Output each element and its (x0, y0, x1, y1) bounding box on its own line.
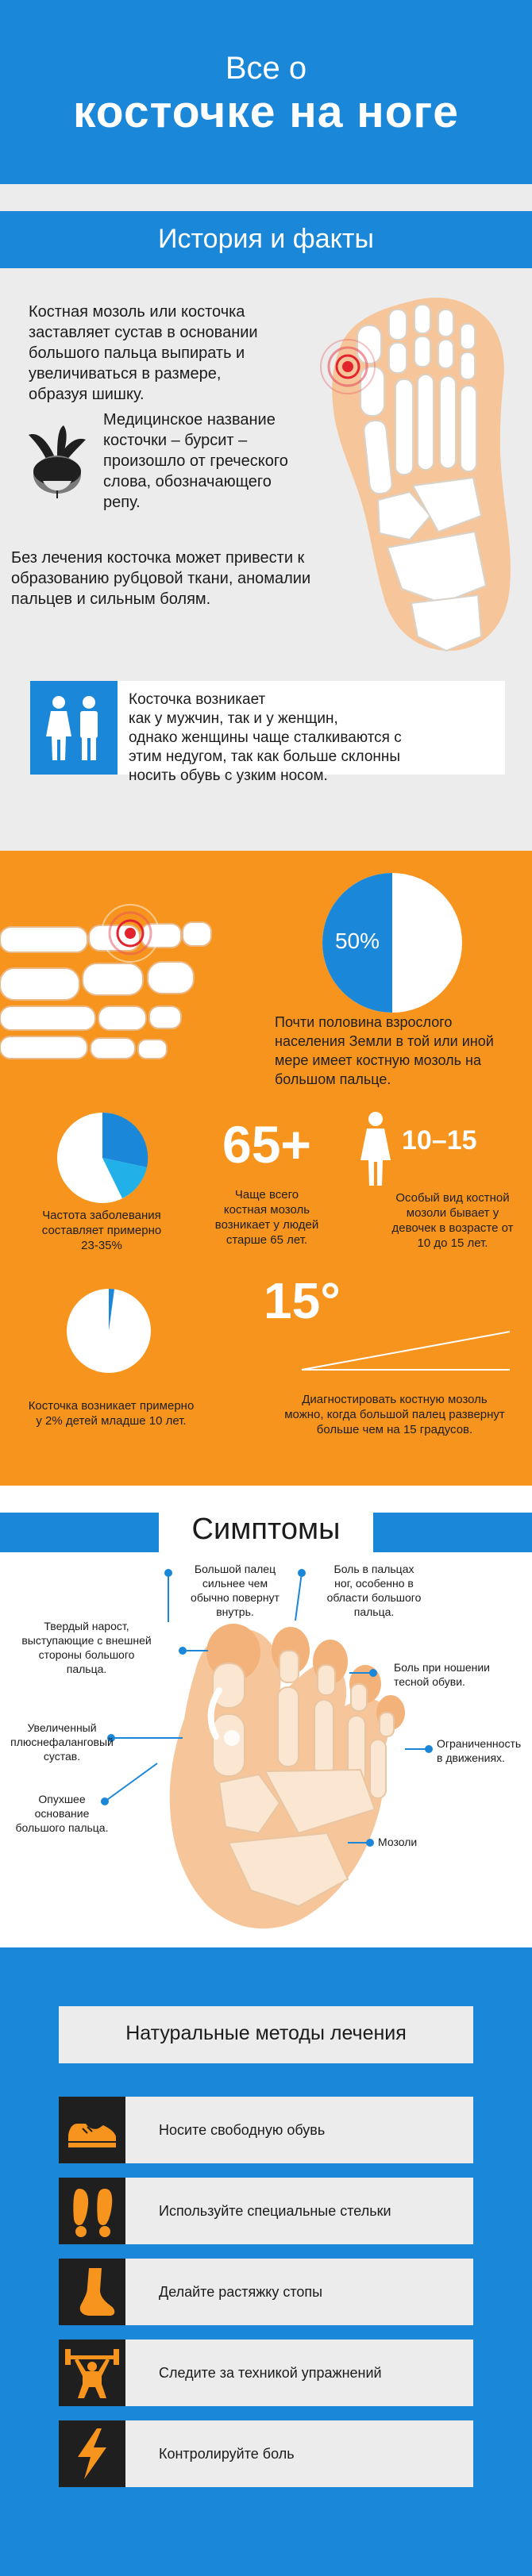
stat-diagnosis: Диагностировать костную мозоль можно, когда большой палец развернут больше чем на 15 градусов. (284, 1393, 505, 1436)
stat-over-65: Чаще всего костная мозоль возникает у людей старше 65 лет. (214, 1188, 319, 1247)
stat-65-plus: 65+ (222, 1115, 311, 1174)
title-line-1: Все о (225, 51, 307, 86)
fact-bunion-definition: Костная мозоль или косточка заставляет сустав в основании большого пальца выпирать и увеличиваться в размере, образуя шишку. (29, 303, 258, 403)
stat-girls: Особый вид костной мозоли бывает у девочек в возрасте от 10 до 15 лет. (391, 1191, 514, 1250)
fact-gender-text: Косточка возникает как у мужчин, так и у женщин, однако женщины чаще сталкиваются с этим недугом, так как больше склонны носить обувь с узким носом. (129, 691, 402, 784)
stat-half-population: Почти половина взрослого населения Земли в той или иной мере имеет костную мозоль на большом пальце. (275, 1014, 494, 1087)
remedy-row-3 (59, 2259, 473, 2325)
foot-skeleton-illustration (291, 278, 529, 682)
toes-skeleton-illustration (0, 895, 294, 1070)
stat-frequency: Частота заболевания составляет примерно 23-35% (41, 1209, 162, 1252)
stat-15-degrees: 15° (264, 1272, 341, 1329)
gender-icon-box (30, 681, 118, 775)
stat-age-range: 10–15 (402, 1125, 477, 1155)
children-pie-chart (65, 1287, 152, 1375)
fact-bursitis-name: Медицинское название косточки – бурсит – произошло от греческого слова, обозначающего репу. (103, 411, 288, 511)
remedy-label: Носите свободную обувь (159, 2122, 326, 2138)
symptom-shoe-pain: Боль при ношении тесной обуви. (394, 1661, 491, 1688)
symptom-calluses: Мозоли (378, 1836, 418, 1848)
insole-icon (59, 2178, 125, 2244)
remedy-row-2 (59, 2178, 473, 2244)
symptoms-title: Симптомы (191, 1513, 341, 1546)
angle-diagram (299, 1327, 513, 1375)
symptom-enlarged-joint: Увеличенный плюснефаланговый сустав. (10, 1721, 114, 1763)
header (0, 0, 532, 184)
history-section (0, 184, 532, 851)
symptom-toe-pain: Боль в пальцах ног, особенно в области большого пальца. (326, 1563, 422, 1618)
history-title: История и факты (158, 224, 374, 254)
turnip-icon (22, 424, 89, 500)
symptom-limited-movement: Ограниченность в движениях. (437, 1737, 522, 1764)
gender-fact-card (30, 681, 505, 784)
remedies-section (0, 1947, 532, 2576)
remedy-label: Используйте специальные стельки (159, 2203, 391, 2219)
remedy-label: Контролируйте боль (159, 2446, 295, 2462)
symptoms-section (0, 1486, 532, 1947)
shoe-icon (59, 2097, 125, 2163)
man-woman-icon (44, 695, 105, 762)
remedy-row-5 (59, 2420, 473, 2487)
symptom-hard-growth: Твердый нарост, выступающие с внешней стороны большого пальца. (21, 1620, 152, 1675)
stat-children: Косточка возникает примерно у 2% детей младше 10 лет. (28, 1399, 195, 1428)
remedy-label: Делайте растяжку стопы (159, 2284, 323, 2300)
half-pie-label: 50% (334, 929, 380, 953)
symptom-swollen-base: Опухшее основание большого пальца. (15, 1793, 109, 1834)
title-line-2: косточке на ноге (73, 87, 459, 137)
statistics-section (0, 851, 532, 1486)
lightning-icon (59, 2420, 125, 2487)
foot-stretch-icon (59, 2259, 125, 2325)
remedy-label: Следите за техникой упражнений (159, 2365, 382, 2381)
symptom-pointers (0, 1486, 532, 1947)
remedy-row-4 (59, 2340, 473, 2406)
weightlifter-icon (59, 2340, 125, 2406)
remedies-title: Натуральные методы лечения (125, 2022, 407, 2044)
remedy-row-1 (59, 2097, 473, 2163)
frequency-pie-chart (56, 1111, 149, 1205)
girl-icon (359, 1111, 392, 1187)
fact-without-treatment: Без лечения косточка может привести к образованию рубцовой ткани, аномалии пальцев и сильным болям. (11, 549, 311, 608)
symptom-big-toe-turned: Большой палец сильнее чем обычно повернут внутрь. (191, 1563, 279, 1618)
